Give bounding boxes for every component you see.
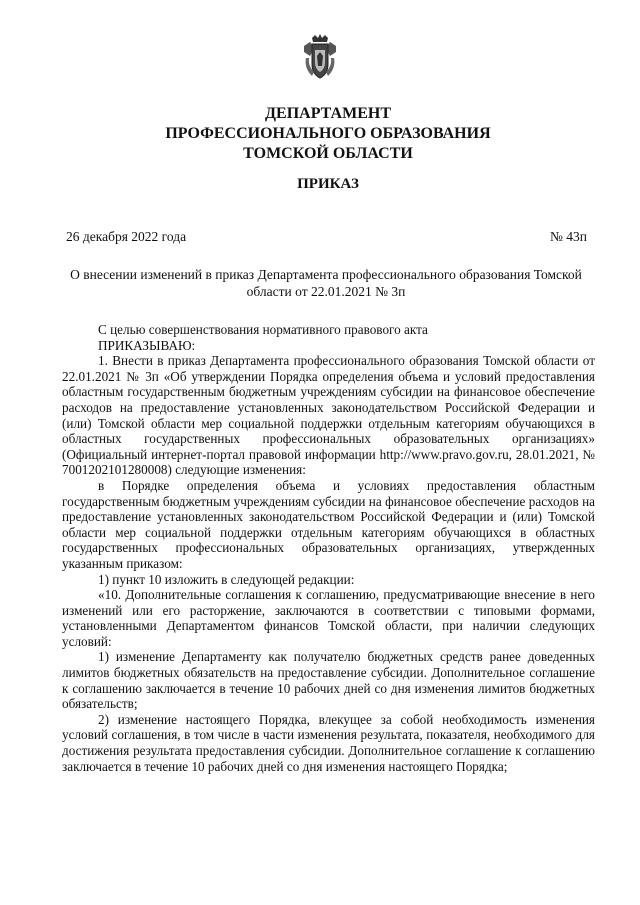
department-line-1: ДЕПАРТАМЕНТ xyxy=(265,105,391,122)
paragraph-clause-10: «10. Дополнительные соглашения к соглашению, предусматривающие внесение в него изменений или его расторжение, заключаются в соответствии с типовыми формами, установленными Департаментом финансов Томской области, при наличии следующих условий: xyxy=(62,587,595,649)
paragraph-item-1: 1. Внести в приказ Департамента профессионального образования Томской области от 22.01.2021 № 3п «Об утверждении Порядка определения объема и условий предоставления областным государственным бюджетным учреждениям субсидии на финансовое обеспечение расходов на предоставление установленных законодательством Российской Федерации и (или) Томской области мер социальной поддержки отдельным категориям обучающихся в областных государственных профессиональных образовательных организациях» (Официальный интернет-портал правовой информации http://www.pravo.gov.ru, 28.01.2021, № 7001202101280008) следующие изменения: xyxy=(62,353,595,478)
document-body xyxy=(62,322,595,774)
paragraph-purpose: С целью совершенствования нормативного правового акта xyxy=(98,322,428,337)
coat-of-arms-icon xyxy=(300,32,340,82)
document-date: 26 декабря 2022 года xyxy=(66,229,187,244)
department-line-2: ПРОФЕССИОНАЛЬНОГО ОБРАЗОВАНИЯ xyxy=(165,125,491,142)
department-line-3: ТОМСКОЙ ОБЛАСТИ xyxy=(243,145,413,162)
paragraph-procedure: в Порядке определения объема и условиях предоставления областным государственным бюджетным учреждениям субсидии на финансовое обеспечение расходов на предоставление установленных законодательством Российской Федерации и (или) Томской области мер социальной поддержки отдельным категориям обучающихся в областных государственных профессиональных образовательных организациях, утвержденных указанным приказом: xyxy=(62,477,595,571)
paragraph-subitem-1: 1) пункт 10 изложить в следующей редакции: xyxy=(98,571,355,587)
paragraph-condition-2: 2) изменение настоящего Порядка, влекущее за собой необходимость изменения условий соглашения, в том числе в части изменения результата, показателя, необходимого для достижения результата предоставления субсидии. Дополнительное соглашение к соглашению заключается в течение 10 рабочих дней со дня изменения настоящего Порядка; xyxy=(62,711,595,774)
paragraph-order: ПРИКАЗЫВАЮ: xyxy=(98,337,196,353)
department-name xyxy=(60,104,596,164)
paragraph-condition-1: 1) изменение Департаменту как получателю бюджетных средств ранее доведенных лимитов бюджетных обязательств на предоставление субсидии. Дополнительное соглашение к соглашению заключается в течение 10 рабочих дней со дня изменения лимитов бюджетных обязательств; xyxy=(62,649,595,712)
document-number: № 43п xyxy=(550,229,587,244)
document-subject: О внесении изменений в приказ Департамента профессионального образования Томской области от 22.01.2021 № 3п xyxy=(70,267,582,299)
document-type: ПРИКАЗ xyxy=(297,176,359,192)
